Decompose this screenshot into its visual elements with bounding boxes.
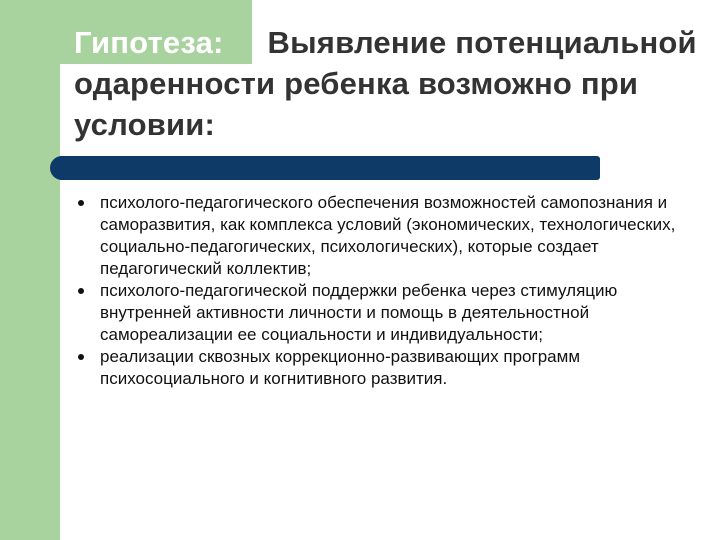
title-divider-bar [60,156,600,180]
bullet-list [78,192,698,390]
bullet-dot-icon [78,200,84,206]
slide-title [74,22,704,145]
title-text: Выявление потенциальной одаренности ребенка возможно при условии: [74,25,697,142]
bullet-dot-icon [78,354,84,360]
bullet-dot-icon [78,288,84,294]
bullet-item-2 [78,280,698,346]
bullet-item-3 [78,346,698,390]
bullet-item-1 [78,192,698,280]
bullet-text-2: психолого-педагогической поддержки ребенка через стимуляцию внутренней активности личности и помощь в деятельностной самореализации ее социальности и индивидуальности; [100,281,618,344]
title-label: Гипотеза: [74,25,224,60]
bullet-text-1: психолого-педагогического обеспечения возможностей самопознания и саморазвития, как комплекса условий (экономических, технологических, социально-педагогических, психологических), которые создает педагогический коллектив; [100,193,676,278]
left-green-band [0,0,60,540]
bullet-text-3: реализации сквозных коррекционно-развивающих программ психосоциального и когнитивного развития. [100,347,581,388]
